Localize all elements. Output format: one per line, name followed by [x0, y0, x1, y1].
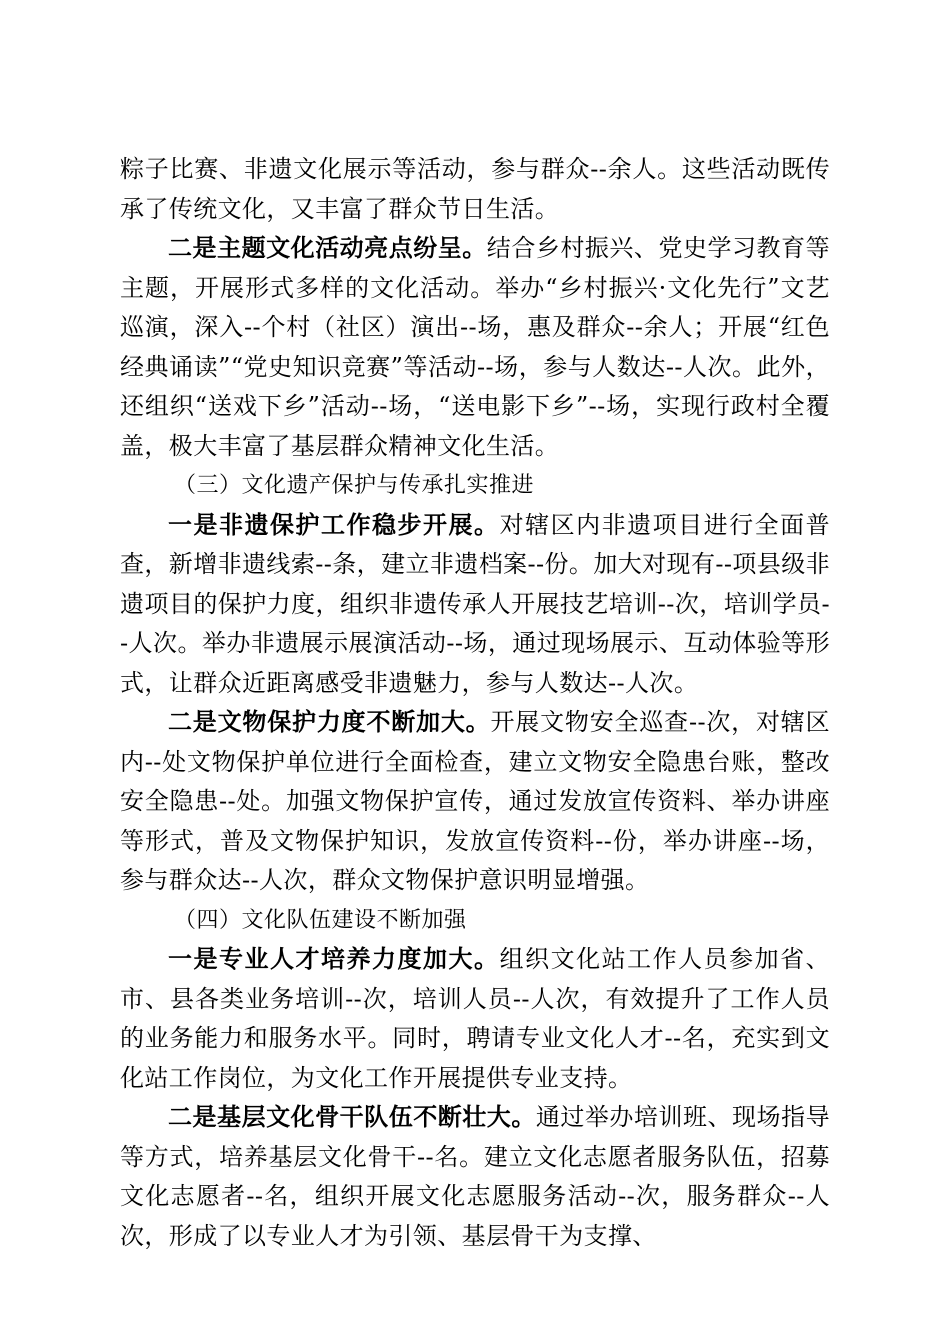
paragraph-text: 对辖区内非遗项目进行全面普查，新增非遗线索--条，建立非遗档案--份。加大对现有--项县级非遗项目的保护力度，组织非遗传承人开展技艺培训--次，培训学员--人次。举办非遗展示展演活动--场，通过现场展示、互动体验等形式，让群众近距离感受非遗魅力，参与人数达--人次。: [120, 510, 831, 697]
paragraph-text: 开展文物安全巡查--次，对辖区内--处文物保护单位进行全面检查，建立文物安全隐患台账，整改安全隐患--处。加强文物保护宣传，通过发放宣传资料、举办讲座等形式，普及文物保护知识，发放宣传资料--份，举办讲座--场，参与群众达--人次，群众文物保护意识明显增强。: [120, 708, 831, 894]
section-heading-team: （四）文化队伍建设不断加强: [174, 907, 467, 933]
paragraph-theme-activities: [120, 229, 830, 466]
paragraph-lead: 一是专业人才培养力度加大。: [168, 945, 500, 973]
paragraph-lead: 二是文物保护力度不断加大。: [168, 708, 491, 736]
paragraph-text: 结合乡村振兴、党史学习教育等主题，开展形式多样的文化活动。举办“乡村振兴·文化先行”文艺巡演，深入--个村（社区）演出--场，惠及群众--余人；开展“红色经典诵读”“党史知识竞赛”等活动--场，参与人数达--人次。此外，还组织“送戏下乡”活动--场，“送电影下乡”--场，实现行政村全覆盖，极大丰富了基层群众精神文化生活。: [120, 234, 830, 460]
paragraph-lead: 二是基层文化骨干队伍不断壮大。: [168, 1103, 536, 1131]
paragraph-lead: 一是非遗保护工作稳步开展。: [168, 510, 500, 539]
paragraph-continued: 粽子比赛、非遗文化展示等活动，参与群众--余人。这些活动既传承了传统文化，又丰富了群众节日生活。: [120, 155, 830, 223]
paragraph-talent-training: [120, 940, 830, 1098]
paragraph-text: 组织文化站工作人员参加省、市、县各类业务培训--次，培训人员--人次，有效提升了工作人员的业务能力和服务水平。同时，聘请专业文化人才--名，充实到文化站工作岗位，为文化工作开展提供专业支持。: [120, 945, 831, 1092]
paragraph-text: 通过举办培训班、现场指导等方式，培养基层文化骨干--名。建立文化志愿者服务队伍，招募文化志愿者--名，组织开展文化志愿服务活动--次，服务群众--人次，形成了以专业人才为引领、基层骨干为支撑、: [120, 1103, 830, 1250]
paragraph-grassroots-team: [120, 1098, 830, 1256]
section-heading-heritage: （三）文化遗产保护与传承扎实推进: [174, 473, 535, 498]
document-body: [120, 150, 830, 1256]
paragraph-lead: 二是主题文化活动亮点纷呈。: [168, 234, 487, 262]
paragraph-intangible-heritage: [120, 506, 830, 704]
paragraph-relic-protection: [120, 703, 830, 901]
